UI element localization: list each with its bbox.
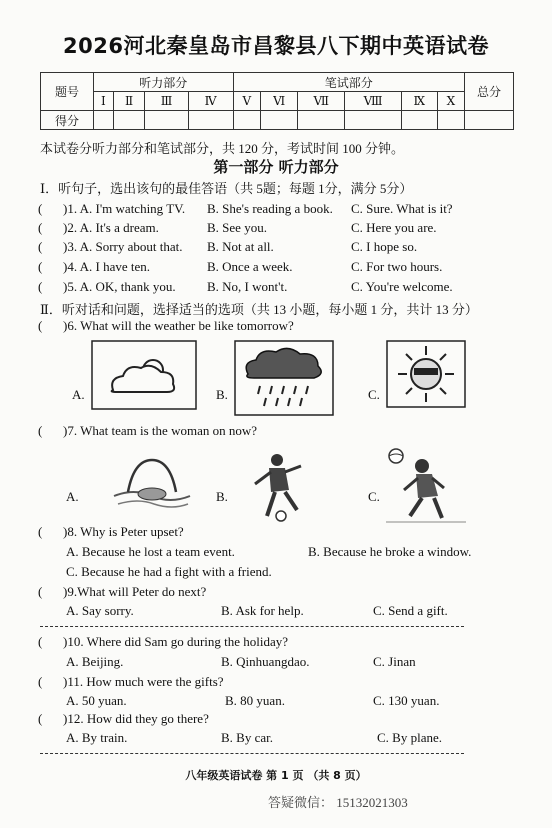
page-footer: 八年级英语试卷 第 1 页 （共 8 页）: [185, 769, 367, 782]
q9-option-a: A. Say sorry.: [66, 603, 134, 618]
answer-paren[interactable]: (: [38, 279, 43, 294]
score-cell[interactable]: [145, 111, 188, 130]
numeral-cell: Ⅳ: [188, 92, 233, 111]
q6-label-b: B.: [216, 387, 228, 402]
numeral-cell: Ⅴ: [233, 92, 261, 111]
answer-paren[interactable]: (: [38, 220, 43, 235]
q3-option-a: )3. A. Sorry about that.: [63, 239, 183, 254]
q8-option-b: B. Because he broke a window.: [308, 544, 472, 559]
q3-option-c: C. I hope so.: [351, 239, 418, 254]
numeral-cell: Ⅶ: [298, 92, 345, 111]
q4-option-a: )4. A. I have ten.: [63, 259, 151, 274]
cloudy-weather-image[interactable]: [91, 340, 197, 410]
score-cell[interactable]: [298, 111, 345, 130]
answer-paren[interactable]: (: [38, 524, 43, 539]
volleyball-player-image[interactable]: [386, 446, 466, 526]
score-cell[interactable]: [188, 111, 233, 130]
score-table: [40, 72, 514, 130]
answer-paren[interactable]: (: [38, 584, 43, 599]
score-cell[interactable]: [437, 111, 464, 130]
q1-option-b: B. She's reading a book.: [207, 201, 333, 216]
q8-option-a: A. Because he lost a team event.: [66, 544, 235, 559]
listening-header: 听力部分: [94, 73, 234, 92]
q12-option-c: C. By plane.: [377, 730, 442, 745]
score-cell[interactable]: [94, 111, 114, 130]
score-row-label: 得分: [41, 111, 94, 130]
answer-paren[interactable]: (: [38, 634, 43, 649]
answer-paren[interactable]: (: [38, 201, 43, 216]
answer-paren[interactable]: (: [38, 318, 43, 333]
numeral-cell: Ⅷ: [345, 92, 402, 111]
swimming-image[interactable]: [104, 452, 200, 516]
q10-option-c: C. Jinan: [373, 654, 416, 669]
question-number-label: 题号: [41, 73, 94, 111]
q8-option-c: C. Because he had a fight with a friend.: [66, 564, 272, 579]
numeral-cell: Ⅱ: [113, 92, 145, 111]
q1-option-a: )1. A. I'm watching TV.: [63, 201, 186, 216]
q10-stem: )10. Where did Sam go during the holiday?: [63, 634, 289, 649]
q11-option-a: A. 50 yuan.: [66, 693, 127, 708]
contact-info: 答疑微信： 15132021303: [268, 795, 408, 810]
q6-stem: )6. What will the weather be like tomorrow?: [63, 318, 294, 333]
q11-stem: )11. How much were the gifts?: [63, 674, 224, 689]
sunny-weather-image[interactable]: [386, 340, 466, 408]
dashed-separator: [40, 753, 464, 754]
score-cell[interactable]: [345, 111, 402, 130]
q5-option-c: C. You're welcome.: [351, 279, 453, 294]
score-cell[interactable]: [401, 111, 437, 130]
q12-stem: )12. How did they go there?: [63, 711, 209, 726]
answer-paren[interactable]: (: [38, 423, 43, 438]
writing-header: 笔试部分: [233, 73, 464, 92]
q2-option-c: C. Here you are.: [351, 220, 437, 235]
section-one-instruction: Ⅰ．听句子，选出该句的最佳答语（共 5题；每题 1分，满分 5分）: [40, 181, 413, 196]
answer-paren[interactable]: (: [38, 239, 43, 254]
score-cell[interactable]: [261, 111, 298, 130]
q9-option-c: C. Send a gift.: [373, 603, 448, 618]
q6-label-c: C.: [368, 387, 380, 402]
numeral-cell: Ⅰ: [94, 92, 114, 111]
answer-paren[interactable]: (: [38, 674, 43, 689]
q7-label-b: B.: [216, 489, 228, 504]
q6-label-a: A.: [72, 387, 85, 402]
q7-label-c: C.: [368, 489, 380, 504]
q5-option-a: )5. A. OK, thank you.: [63, 279, 176, 294]
numeral-cell: Ⅵ: [261, 92, 298, 111]
exam-intro: 本试卷分听力部分和笔试部分，共 120 分，考试时间 100 分钟。: [40, 141, 405, 156]
q12-option-a: A. By train.: [66, 730, 128, 745]
numeral-cell: Ⅸ: [401, 92, 437, 111]
q3-option-b: B. Not at all.: [207, 239, 274, 254]
total-score-cell[interactable]: [465, 111, 514, 130]
q11-option-b: B. 80 yuan.: [225, 693, 285, 708]
q1-option-c: C. Sure. What is it?: [351, 201, 453, 216]
exam-title: 2026河北秦皇岛市昌黎县八下期中英语试卷: [63, 34, 489, 58]
q10-option-b: B. Qinhuangdao.: [221, 654, 310, 669]
dashed-separator: [40, 626, 464, 627]
answer-paren[interactable]: (: [38, 259, 43, 274]
q9-stem: )9.What will Peter do next?: [63, 584, 207, 599]
soccer-player-image[interactable]: [245, 450, 315, 524]
q2-option-a: )2. A. It's a dream.: [63, 220, 159, 235]
q4-option-c: C. For two hours.: [351, 259, 443, 274]
score-cell[interactable]: [113, 111, 145, 130]
part-one-title: 第一部分 听力部分: [213, 158, 339, 176]
q8-stem: )8. Why is Peter upset?: [63, 524, 184, 539]
q4-option-b: B. Once a week.: [207, 259, 293, 274]
score-cell[interactable]: [233, 111, 261, 130]
answer-paren[interactable]: (: [38, 711, 43, 726]
q5-option-b: B. No, I wont't.: [207, 279, 288, 294]
q7-stem: )7. What team is the woman on now?: [63, 423, 257, 438]
numeral-cell: Ⅹ: [437, 92, 464, 111]
numeral-cell: Ⅲ: [145, 92, 188, 111]
q11-option-c: C. 130 yuan.: [373, 693, 440, 708]
q2-option-b: B. See you.: [207, 220, 267, 235]
q9-option-b: B. Ask for help.: [221, 603, 304, 618]
section-two-instruction: Ⅱ．听对话和问题，选择适当的选项（共 13 小题，每小题 1 分，共计 13 分）: [40, 302, 478, 317]
q10-option-a: A. Beijing.: [66, 654, 124, 669]
q7-label-a: A.: [66, 489, 79, 504]
rainy-weather-image[interactable]: [234, 340, 334, 416]
total-label: 总分: [465, 73, 514, 111]
q12-option-b: B. By car.: [221, 730, 273, 745]
